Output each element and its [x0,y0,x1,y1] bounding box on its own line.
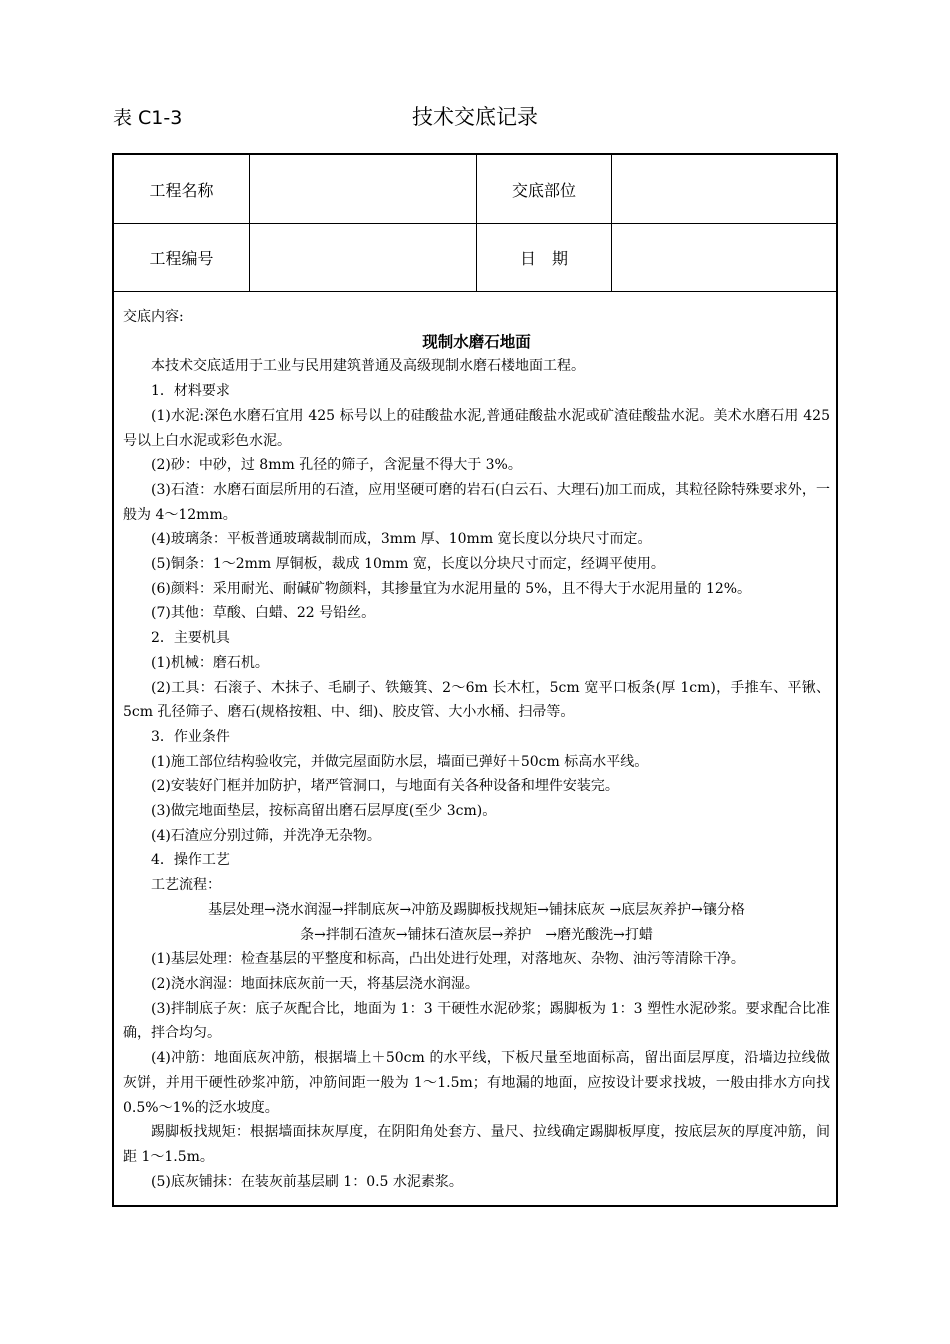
content-subtitle: 现制水磨石地面 [422,332,531,351]
paragraph: (3)做完地面垫层，按标高留出磨石层厚度(至少 3cm)。 [151,803,497,820]
location-field[interactable] [612,155,836,223]
project-no-label: 工程编号 [114,223,250,291]
paragraph: 本技术交底适用于工业与民用建筑普通及高级现制水磨石楼地面工程。 [151,358,585,375]
paragraph: (5)铜条：1～2mm 厚铜板，裁成 10mm 宽，长度以分块尺寸而定，经调平使用。 [151,556,665,573]
disclosure-content [123,305,830,1194]
date-label: 日 期 [477,223,612,291]
paragraph: (4)玻璃条：平板普通玻璃裁制而成，3mm 厚、10mm 宽长度以分块尺寸而定。 [151,531,652,548]
paragraph: (6)颜料：采用耐光、耐碱矿物颜料，其掺量宜为水泥用量的 5%，且不得大于水泥用量的 12%。 [151,580,752,597]
paragraph: 工艺流程： [151,877,221,894]
form-code: 表 C1-3 [113,107,183,129]
paragraph: (2)安装好门框并加防护，堵严管洞口，与地面有关各种设备和埋件安装完。 [151,778,619,795]
paragraph: (1)水泥:深色水磨石宜用 425 标号以上的硅酸盐水泥,普通硅酸盐水泥或矿渣硅酸盐水泥。美术水磨石用 425 号以上白水泥或彩色水泥。 [123,407,830,449]
header-row-1 [114,155,836,224]
record-table [112,153,838,1207]
paragraph: 踢脚板找规矩：根据墙面抹灰厚度，在阴阳角处套方、量尺、拉线确定踢脚板厚度，按底层灰的厚度冲筋，间距 1～1.5m。 [123,1124,830,1165]
date-field[interactable] [612,223,836,291]
project-no-field[interactable] [250,223,477,291]
project-name-field[interactable] [250,155,477,223]
process-flow-line-1: 基层处理→浇水润湿→拌制底灰→冲筋及踢脚板找规矩→铺抹底灰 →底层灰养护→镶分格 [208,901,745,918]
section-heading: 4．操作工艺 [151,852,230,869]
header-row-2 [114,223,836,292]
paragraph: (3)拌制底子灰：底子灰配合比，地面为 1：3 干硬性水泥砂浆；踢脚板为 1：3 塑性水泥砂浆。要求配合比准确，拌合均匀。 [123,1000,830,1042]
content-label: 交底内容: [123,309,184,325]
paragraph: (4)冲筋：地面底灰冲筋，根据墙上＋50cm 的水平线，下板尺量至地面标高，留出面层厚度，沿墙边拉线做灰饼，并用干硬性砂浆冲筋，冲筋间距一般为 1～1.5m；有地漏的地面，应按设计要求找坡，一般由排水方向找 0.5%～1%的泛水坡度。 [123,1050,830,1116]
paragraph: (1)施工部位结构验收完，并做完屋面防水层，墙面已弹好＋50cm 标高水平线。 [151,753,649,770]
paragraph: (5)底灰铺抹：在装灰前基层刷 1：0.5 水泥素浆。 [151,1173,463,1190]
paragraph: (2)浇水润湿：地面抹底灰前一天，将基层浇水润湿。 [151,975,479,992]
paragraph: (1)基层处理：检查基层的平整度和标高，凸出处进行处理，对落地灰、杂物、油污等清除干净。 [151,951,745,968]
paragraph: (4)石渣应分别过筛，并洗净无杂物。 [151,827,381,844]
paragraph: (2)工具：石滚子、木抹子、毛刷子、铁簸箕、2～6m 长木杠，5cm 宽平口板条(厚 1cm)，手推车、平锹、5cm 孔径筛子、磨石(规格按粗、中、细)、胶皮管、大小水桶、扫帚等。 [123,679,830,721]
paragraph: (1)机械：磨石机。 [151,654,269,671]
section-heading: 1．材料要求 [151,383,230,400]
page-title: 技术交底记录 [412,105,538,129]
section-heading: 2．主要机具 [151,630,230,647]
paragraph: (7)其他：草酸、白蜡、22 号铅丝。 [151,605,376,622]
project-name-label: 工程名称 [114,155,250,223]
paragraph: (2)砂：中砂，过 8mm 孔径的筛子，含泥量不得大于 3%。 [151,457,522,474]
process-flow-line-2: 条→拌制石渣灰→铺抹石渣灰层→养护 →磨光酸洗→打蜡 [300,926,653,943]
section-heading: 3．作业条件 [151,728,230,745]
location-label: 交底部位 [477,155,612,223]
paragraph: (3)石渣：水磨石面层所用的石渣，应用坚硬可磨的岩石(白云石、大理石)加工而成，其粒径除特殊要求外，一般为 4～12mm。 [123,481,830,523]
